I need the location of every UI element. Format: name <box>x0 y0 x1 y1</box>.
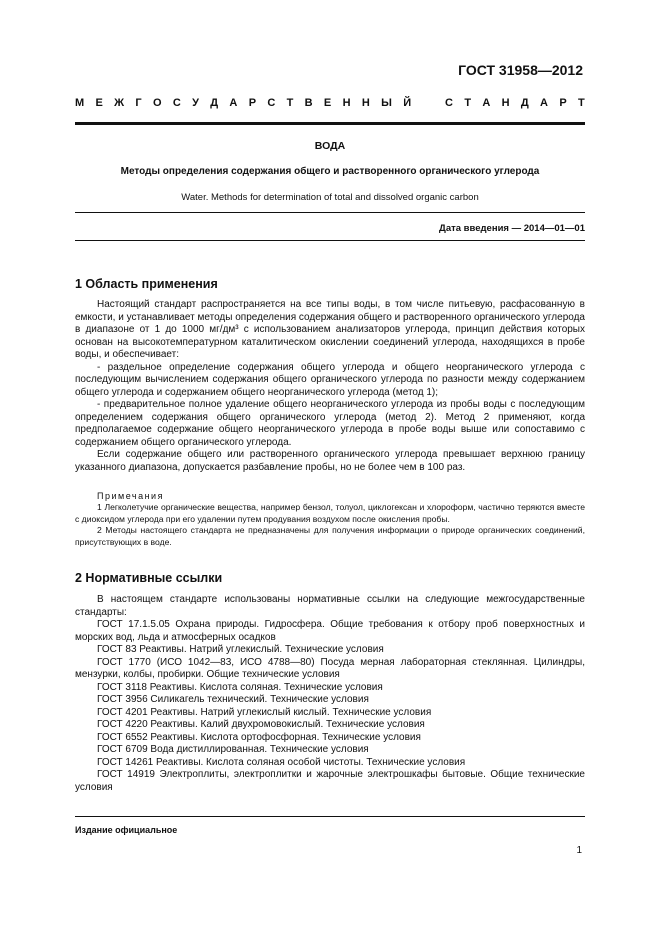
gost-number: ГОСТ 31958—2012 <box>458 62 583 78</box>
paragraph: В настоящем стандарте использованы нормативные ссылки на следующие межгосударственные стандарты: <box>75 594 585 618</box>
notes-title: Примечания <box>97 491 164 501</box>
document-subtitle: Методы определения содержания общего и растворенного органического углерода <box>120 166 540 177</box>
reference-item: ГОСТ 4201 Реактивы. Натрий углекислый кислый. Технические условия <box>97 706 432 718</box>
letter: Т <box>286 97 294 109</box>
section-heading-scope: 1 Область применения <box>75 277 218 291</box>
letter: Р <box>248 97 257 109</box>
title-rule-top <box>75 212 585 213</box>
letter: Т <box>577 97 585 109</box>
letter: Н <box>361 97 370 109</box>
reference-item: ГОСТ 14261 Реактивы. Кислота соляная особой чистоты. Технические условия <box>97 756 466 768</box>
letter: Д <box>520 97 529 109</box>
reference-item: ГОСТ 83 Реактивы. Натрий углекислый. Технические условия <box>97 644 384 655</box>
letter: В <box>304 97 313 109</box>
edition-note: Издание официальное <box>75 825 178 835</box>
reference-item: ГОСТ 3956 Силикагель технический. Технические условия <box>97 694 369 705</box>
section-scope-body <box>75 299 585 474</box>
note: 2 Методы настоящего стандарта не предназначены для получения информации о природе органических соединений, присутствующих в воде. <box>75 525 585 547</box>
section-heading-references: 2 Нормативные ссылки <box>75 571 223 585</box>
reference-item: ГОСТ 3118 Реактивы. Кислота соляная. Технические условия <box>97 681 383 693</box>
standard-type-heading <box>75 97 585 109</box>
reference-item: ГОСТ 4220 Реактивы. Калий двухромовокислый. Технические условия <box>97 719 425 730</box>
page-number: 1 <box>576 845 582 856</box>
reference-item: ГОСТ 6552 Реактивы. Кислота ортофосфорная. Технические условия <box>97 731 421 743</box>
section-scope-notes <box>75 490 585 548</box>
letter: Е <box>95 97 103 109</box>
letter: С <box>172 97 181 109</box>
letter: С <box>445 97 453 109</box>
reference-item: ГОСТ 17.1.5.05 Охрана природы. Гидросфера. Общие требования к отбору проб поверхностных и морских вод, льда и атмосферных осадков <box>75 619 585 643</box>
paragraph: Настоящий стандарт распространяется на все типы воды, в том числе питьевую, расфасованную в емкости, и устанавливает методы определения содержания общего и растворенного органического углерода в диапазоне от 1 до 1000 мг/дм³ с использованием анализаторов углерода, принцип действия которых основан на высокотемпературном каталитическом окислении соединений углерода, находящихся в пробе воды, и обеспечивает: <box>75 299 585 360</box>
letter: С <box>267 97 276 109</box>
paragraph: - предварительное полное удаление общего неорганического углерода из пробы воды с последующим определением содержания общего органического углерода (метод 2). Метод 2 применяют, когда предполагаемое содержание общего неорганического углерода в пробе воды выше или сопоставимо с содержанием общего органического углерода. <box>75 399 585 448</box>
letter: Е <box>323 97 332 109</box>
letter: А <box>229 97 238 109</box>
document-title: ВОДА <box>314 140 346 152</box>
header-rule <box>75 122 585 125</box>
letter: Ж <box>114 97 125 109</box>
letter: Н <box>501 97 510 109</box>
letter: А <box>482 97 491 109</box>
paragraph: Если содержание общего или растворенного органического углерода превышает верхнюю границу указанного диапазона, допускается разбавление пробы, но не более чем в 100 раз. <box>75 449 585 473</box>
letter: Й <box>403 97 412 109</box>
section-references-body <box>75 594 585 794</box>
letter: У <box>192 97 199 109</box>
reference-item: ГОСТ 14919 Электроплиты, электроплитки и жарочные электрошкафы бытовые. Общие технические условия <box>75 769 585 793</box>
note: 1 Легколетучие органические вещества, например бензол, толуол, циклогексан и хлороформ, частично теряются вместе с диоксидом углерода при его удалении путем продувания воздухом после окисления пробы. <box>75 502 585 524</box>
reference-item: ГОСТ 1770 (ИСО 1042—83, ИСО 4788—80) Посуда мерная лабораторная стеклянная. Цилиндры, мензурки, колбы, пробирки. Общие технические условия <box>75 656 585 680</box>
letter: Т <box>464 97 472 109</box>
letter: М <box>75 97 85 109</box>
letter: Н <box>342 97 351 109</box>
letter: А <box>540 97 548 109</box>
document-title-english: Water. Methods for determination of total and dissolved organic carbon <box>181 192 479 203</box>
title-rule-bottom <box>75 240 585 241</box>
letter: Р <box>559 97 567 109</box>
letter: Ы <box>381 97 392 109</box>
footer-rule <box>75 816 585 817</box>
intro-date: Дата введения — 2014—01—01 <box>439 223 585 234</box>
paragraph: - раздельное определение содержания общего углерода и общего неорганического углерода с последующим вычислением содержания общего органического углерода по разности между содержанием общего углерода и содержанием общего неорганического углерода (метод 1); <box>75 361 585 398</box>
reference-item: ГОСТ 6709 Вода дистиллированная. Технические условия <box>97 744 369 755</box>
letter: Д <box>210 97 219 109</box>
letter: Г <box>135 97 142 109</box>
letter: О <box>152 97 162 109</box>
